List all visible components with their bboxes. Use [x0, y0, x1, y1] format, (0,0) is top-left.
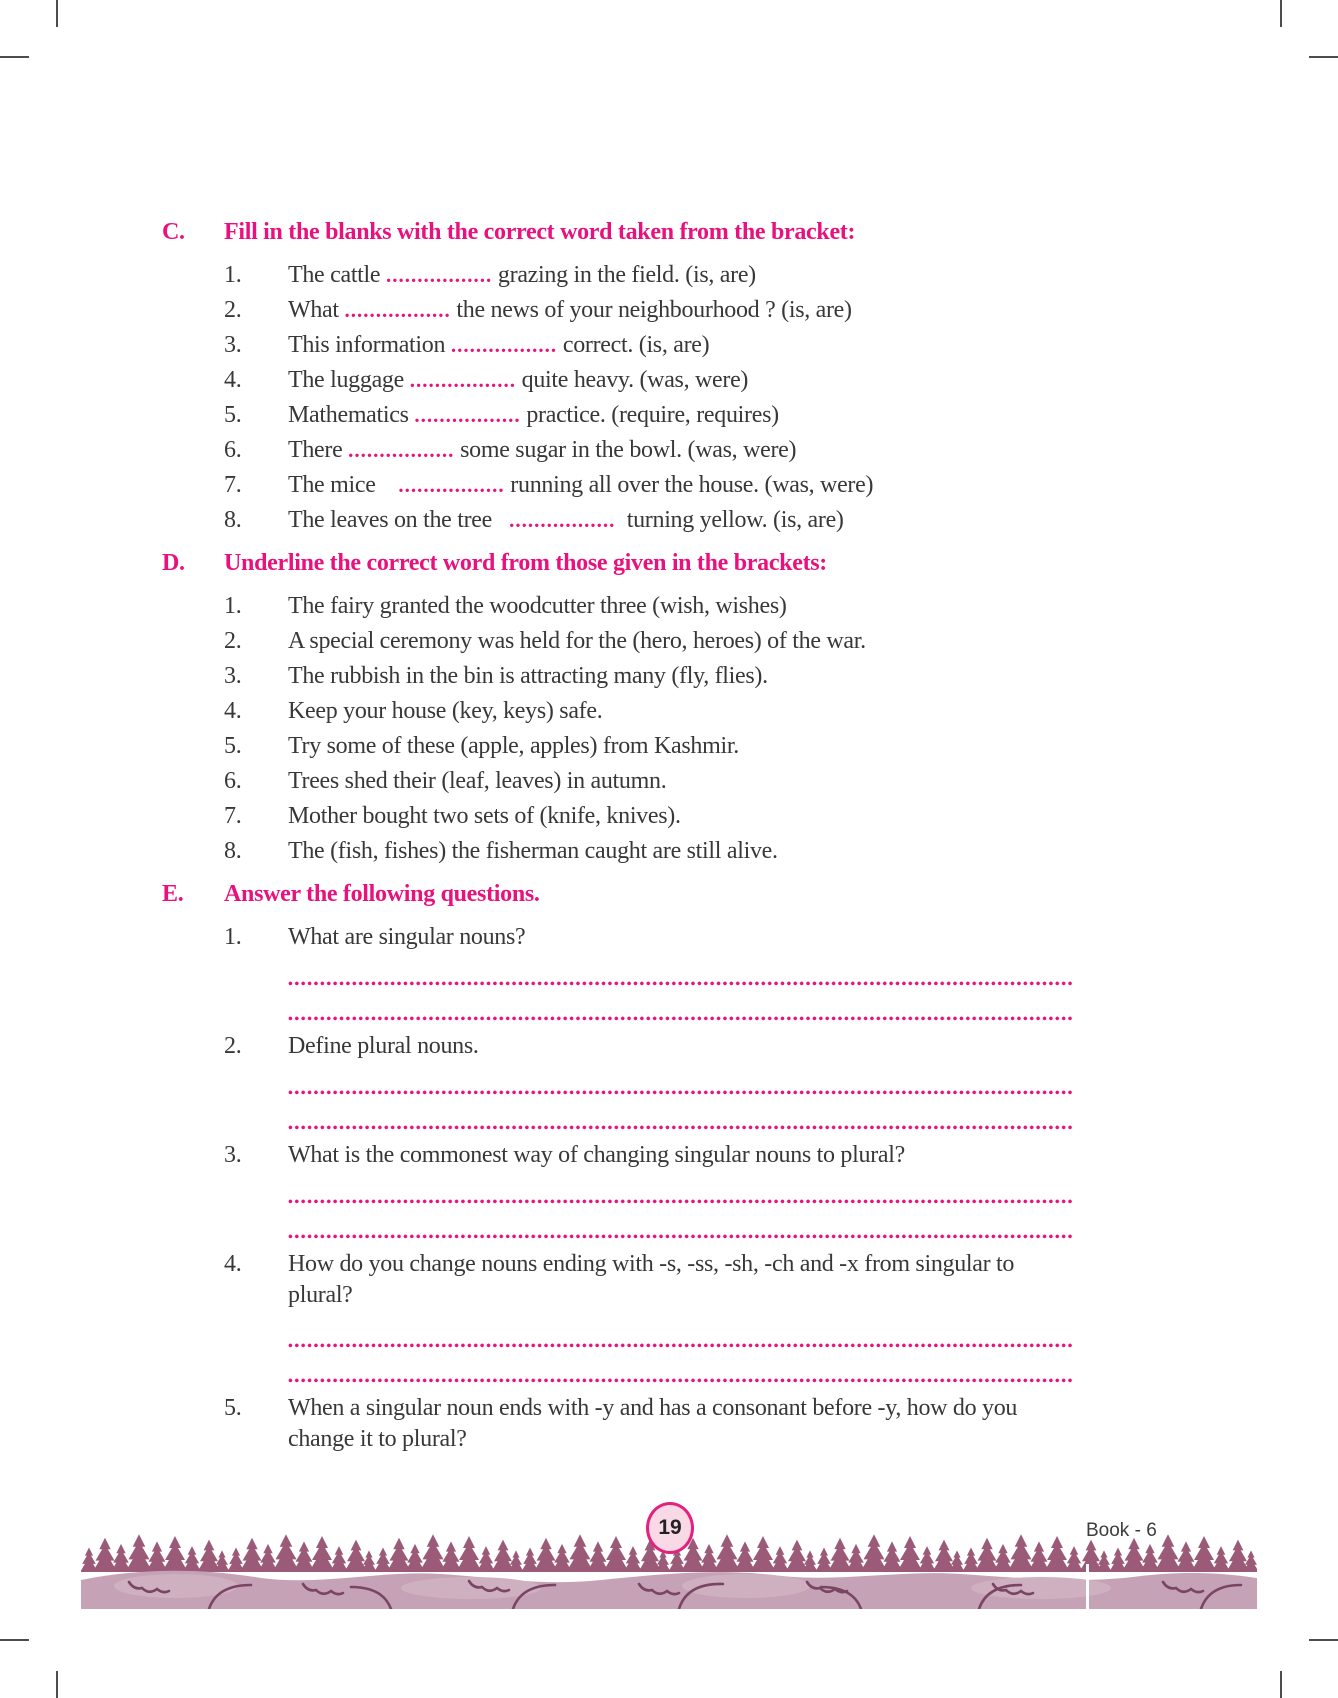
item-row: [162, 293, 1192, 328]
blank-dots: .................: [348, 438, 455, 462]
answer-dotted-line: [288, 1343, 1072, 1348]
item-number: 6.: [224, 768, 242, 794]
item-text: [288, 468, 1192, 503]
item-text: The rubbish in the bin is attracting many (fly, flies).: [288, 663, 768, 689]
item-number: 2.: [224, 1033, 242, 1059]
item-text-post: correct. (is, are): [557, 332, 710, 358]
item-text-pre: There: [288, 437, 349, 463]
answer-row: [162, 1356, 1192, 1391]
item-text: Trees shed their (leaf, leaves) in autumn.: [288, 768, 667, 794]
item-text-pre: The leaves on the tree: [288, 507, 510, 533]
item-number: 5.: [224, 402, 242, 428]
question-text: Define plural nouns.: [288, 1033, 479, 1059]
answer-row: [162, 1068, 1192, 1103]
item-row: [162, 694, 1192, 729]
item-text-post: turning yellow. (is, are): [615, 507, 844, 533]
item-number: 7.: [224, 803, 242, 829]
item-number: 3.: [224, 663, 242, 689]
crop-mark-top-right-vertical: [1280, 0, 1282, 27]
item-row: [162, 1391, 1192, 1426]
item-row: [162, 468, 1192, 503]
blank-dots: .................: [385, 263, 493, 287]
section-heading: [162, 546, 1192, 581]
answer-dotted-line: [288, 981, 1072, 986]
answer-dotted-line: [288, 1234, 1072, 1239]
item-text: [288, 363, 1192, 398]
question-text: What is the commonest way of changing singular nouns to plural?: [288, 1142, 905, 1168]
item-text: [288, 1029, 1192, 1064]
item-number: 8.: [224, 507, 242, 533]
item-text: [288, 920, 1192, 955]
item-row: [162, 503, 1192, 538]
item-row: [162, 398, 1192, 433]
item-text: [288, 293, 1192, 328]
item-text: [288, 258, 1192, 293]
item-number: 5.: [224, 733, 242, 759]
item-number-spacer: [162, 1426, 288, 1461]
blank-dots: .................: [344, 298, 451, 322]
item-text: [288, 433, 1192, 468]
crop-mark-top-left-horizontal: [0, 56, 29, 58]
item-text: [288, 503, 1192, 538]
question-text: When a singular noun ends with -y and has a consonant before -y, how do you: [288, 1395, 1018, 1421]
item-text: [288, 328, 1192, 363]
item-number: 1.: [224, 924, 242, 950]
section-letter: C.: [162, 219, 185, 245]
item-text: [288, 1391, 1192, 1426]
item-text-post: the news of your neighbourhood ? (is, are): [450, 297, 852, 323]
item-text: [288, 398, 1192, 433]
blank-dots: .................: [414, 403, 521, 427]
item-number-spacer: [162, 1282, 288, 1317]
blank-dots: .................: [450, 333, 558, 357]
item-row: [162, 834, 1192, 869]
question-text: What are singular nouns?: [288, 924, 526, 950]
item-number: 3.: [224, 1142, 242, 1168]
item-row: [162, 1247, 1192, 1282]
item-text: The fairy granted the woodcutter three (wish, wishes): [288, 593, 787, 619]
question-text-continued: [288, 1426, 1192, 1461]
item-number: 7.: [224, 472, 242, 498]
item-text-pre: Mathematics: [288, 402, 415, 428]
item-text: Try some of these (apple, apples) from Kashmir.: [288, 733, 739, 759]
item-row: [162, 1029, 1192, 1064]
item-number: 4.: [224, 367, 242, 393]
item-text-post: quite heavy. (was, were): [515, 367, 749, 393]
section-c: [162, 215, 1192, 538]
item-row: [162, 328, 1192, 363]
item-number: 8.: [224, 838, 242, 864]
item-text: Mother bought two sets of (knife, knives).: [288, 803, 681, 829]
question-continuation-row: [162, 1282, 1192, 1317]
item-text: The (fish, fishes) the fisherman caught are still alive.: [288, 838, 778, 864]
blank-dots: .................: [409, 368, 516, 392]
item-number: 2.: [224, 628, 242, 654]
item-number: 4.: [224, 698, 242, 724]
crop-mark-top-left-vertical: [56, 0, 58, 27]
item-row: [162, 799, 1192, 834]
item-row: [162, 589, 1192, 624]
answer-dotted-line: [288, 1199, 1072, 1204]
section-title: Fill in the blanks with the correct word taken from the bracket:: [224, 219, 856, 245]
blank-dots: .................: [509, 508, 616, 532]
question-text-line: change it to plural?: [288, 1426, 467, 1452]
item-row: [162, 729, 1192, 764]
item-row: [162, 764, 1192, 799]
section-title: Answer the following questions.: [224, 881, 540, 907]
question-text: How do you change nouns ending with -s, -ss, -sh, -ch and -x from singular to: [288, 1251, 1015, 1277]
item-text-pre: The mice: [288, 472, 399, 498]
crop-mark-bottom-left-vertical: [56, 1671, 58, 1698]
exercise-sections: [162, 215, 1192, 1461]
section-title: Underline the correct word from those given in the brackets:: [224, 550, 828, 576]
book-label: Book - 6: [1086, 1520, 1157, 1541]
item-row: [162, 363, 1192, 398]
answer-dotted-line: [288, 1016, 1072, 1021]
item-number: 1.: [224, 593, 242, 619]
answer-dotted-line: [288, 1378, 1072, 1383]
answer-row: [162, 1321, 1192, 1356]
item-row: [162, 433, 1192, 468]
section-heading: [162, 877, 1192, 912]
answer-row: [162, 959, 1192, 994]
item-row: [162, 1138, 1192, 1173]
item-text-pre: What: [288, 297, 345, 323]
item-number: 5.: [224, 1395, 242, 1421]
section-d: [162, 546, 1192, 869]
item-text: Keep your house (key, keys) safe.: [288, 698, 603, 724]
answer-dotted-line: [288, 1125, 1072, 1130]
item-number: 1.: [224, 262, 242, 288]
crop-mark-bottom-right-horizontal: [1309, 1639, 1338, 1641]
answer-row: [162, 1103, 1192, 1138]
item-text: [288, 1247, 1192, 1282]
item-number: 3.: [224, 332, 242, 358]
page-number-badge: [646, 1502, 694, 1554]
crop-mark-bottom-right-vertical: [1280, 1671, 1282, 1698]
crop-mark-top-right-horizontal: [1309, 56, 1338, 58]
page-number: 19: [658, 1516, 682, 1539]
item-number: 2.: [224, 297, 242, 323]
item-row: [162, 659, 1192, 694]
item-text: [288, 1138, 1192, 1173]
question-text-line: plural?: [288, 1282, 353, 1308]
item-text-post: practice. (require, requires): [520, 402, 779, 428]
item-row: [162, 920, 1192, 955]
answer-dotted-line: [288, 1090, 1072, 1095]
question-continuation-row: [162, 1426, 1192, 1461]
section-e: [162, 877, 1192, 1461]
answer-row: [162, 1177, 1192, 1212]
item-row: [162, 258, 1192, 293]
item-number: 6.: [224, 437, 242, 463]
answer-row: [162, 994, 1192, 1029]
blank-dots: .................: [398, 473, 505, 497]
crop-mark-bottom-left-horizontal: [0, 1639, 29, 1641]
item-text: A special ceremony was held for the (hero, heroes) of the war.: [288, 628, 866, 654]
section-letter: D.: [162, 550, 185, 576]
item-text-post: grazing in the field. (is, are): [492, 262, 756, 288]
item-text-pre: The luggage: [288, 367, 410, 393]
item-text-pre: This information: [288, 332, 451, 358]
item-text-post: running all over the house. (was, were): [504, 472, 874, 498]
item-number: 4.: [224, 1251, 242, 1277]
item-text-pre: The cattle: [288, 262, 386, 288]
section-letter: E.: [162, 881, 184, 907]
answer-row: [162, 1212, 1192, 1247]
item-row: [162, 624, 1192, 659]
item-text-post: some sugar in the bowl. (was, were): [454, 437, 797, 463]
question-text-continued: [288, 1282, 1192, 1317]
section-heading: [162, 215, 1192, 250]
